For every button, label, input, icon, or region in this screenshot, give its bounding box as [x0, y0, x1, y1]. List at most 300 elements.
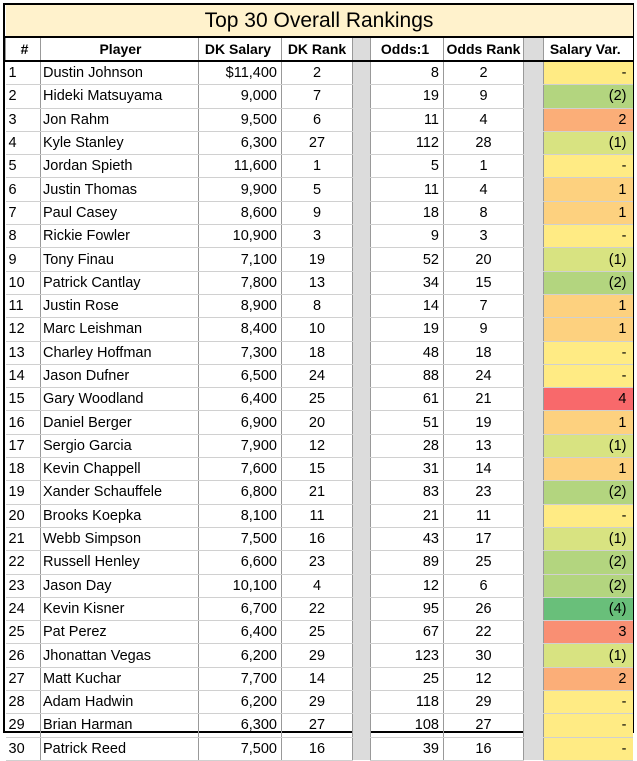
- dk-salary-cell[interactable]: 6,600: [199, 551, 282, 574]
- rank-cell[interactable]: 3: [6, 108, 41, 131]
- odds-cell[interactable]: 61: [371, 388, 444, 411]
- spacer-cell: [524, 201, 544, 224]
- odds-cell[interactable]: 25: [371, 667, 444, 690]
- odds-rank-cell[interactable]: 9: [444, 85, 524, 108]
- rank-cell[interactable]: 2: [6, 85, 41, 108]
- player-cell[interactable]: Brian Harman: [41, 714, 199, 737]
- dk-salary-cell[interactable]: 7,100: [199, 248, 282, 271]
- odds-cell[interactable]: 19: [371, 85, 444, 108]
- dk-rank-cell[interactable]: 27: [282, 131, 353, 154]
- player-cell[interactable]: Pat Perez: [41, 621, 199, 644]
- odds-cell[interactable]: 21: [371, 504, 444, 527]
- odds-rank-cell[interactable]: 26: [444, 597, 524, 620]
- spacer-cell: [524, 248, 544, 271]
- dk-salary-cell[interactable]: 10,100: [199, 574, 282, 597]
- header-salary-var[interactable]: Salary Var.: [544, 37, 633, 61]
- odds-rank-cell[interactable]: 16: [444, 737, 524, 760]
- spacer-cell: [524, 434, 544, 457]
- player-cell[interactable]: Tony Finau: [41, 248, 199, 271]
- player-cell[interactable]: Adam Hadwin: [41, 691, 199, 714]
- odds-cell[interactable]: 9: [371, 225, 444, 248]
- spacer-cell: [524, 737, 544, 760]
- player-cell[interactable]: Brooks Koepka: [41, 504, 199, 527]
- header-odds-rank[interactable]: Odds Rank: [444, 37, 524, 61]
- dk-rank-cell[interactable]: 5: [282, 178, 353, 201]
- odds-rank-cell[interactable]: 29: [444, 691, 524, 714]
- rank-cell[interactable]: 11: [6, 294, 41, 317]
- table-row: [6, 388, 633, 411]
- odds-rank-cell[interactable]: 30: [444, 644, 524, 667]
- odds-cell[interactable]: 34: [371, 271, 444, 294]
- dk-salary-cell[interactable]: 8,900: [199, 294, 282, 317]
- odds-cell[interactable]: 39: [371, 737, 444, 760]
- salary-var-cell[interactable]: -: [544, 341, 633, 364]
- player-cell[interactable]: Justin Thomas: [41, 178, 199, 201]
- odds-cell[interactable]: 52: [371, 248, 444, 271]
- dk-salary-cell[interactable]: 6,800: [199, 481, 282, 504]
- header-dk-salary[interactable]: DK Salary: [199, 37, 282, 61]
- rank-cell[interactable]: 23: [6, 574, 41, 597]
- table-row: [6, 131, 633, 154]
- odds-rank-cell[interactable]: 14: [444, 458, 524, 481]
- salary-var-cell[interactable]: (1): [544, 248, 633, 271]
- player-cell[interactable]: Jordan Spieth: [41, 155, 199, 178]
- dk-rank-cell[interactable]: 18: [282, 341, 353, 364]
- rank-cell[interactable]: 22: [6, 551, 41, 574]
- rankings-table: [5, 5, 633, 761]
- dk-salary-cell[interactable]: 8,600: [199, 201, 282, 224]
- odds-cell[interactable]: 11: [371, 178, 444, 201]
- table-row: [6, 551, 633, 574]
- odds-rank-cell[interactable]: 19: [444, 411, 524, 434]
- table-row: [6, 108, 633, 131]
- odds-cell[interactable]: 83: [371, 481, 444, 504]
- odds-rank-cell[interactable]: 25: [444, 551, 524, 574]
- spacer-cell: [353, 364, 371, 387]
- odds-cell[interactable]: 48: [371, 341, 444, 364]
- salary-var-cell[interactable]: -: [544, 714, 633, 737]
- player-cell[interactable]: Jason Dufner: [41, 364, 199, 387]
- player-cell[interactable]: Daniel Berger: [41, 411, 199, 434]
- spacer-cell: [524, 388, 544, 411]
- dk-salary-cell[interactable]: 7,300: [199, 341, 282, 364]
- dk-salary-cell[interactable]: 7,800: [199, 271, 282, 294]
- spacer-cell: [353, 621, 371, 644]
- player-cell[interactable]: Hideki Matsuyama: [41, 85, 199, 108]
- spacer-cell: [353, 691, 371, 714]
- rank-cell[interactable]: 12: [6, 318, 41, 341]
- spacer-cell: [353, 737, 371, 760]
- spacer-column: [353, 37, 371, 61]
- odds-rank-cell[interactable]: 11: [444, 504, 524, 527]
- dk-salary-cell[interactable]: 7,600: [199, 458, 282, 481]
- header-player[interactable]: Player: [41, 37, 199, 61]
- table-row: [6, 644, 633, 667]
- salary-var-cell[interactable]: (2): [544, 271, 633, 294]
- dk-salary-cell[interactable]: 6,700: [199, 597, 282, 620]
- rankings-sheet: [3, 3, 634, 757]
- dk-rank-cell[interactable]: 25: [282, 388, 353, 411]
- spacer-cell: [353, 248, 371, 271]
- table-row: [6, 201, 633, 224]
- salary-var-cell[interactable]: (2): [544, 574, 633, 597]
- dk-rank-cell[interactable]: 3: [282, 225, 353, 248]
- odds-rank-cell[interactable]: 28: [444, 131, 524, 154]
- player-cell[interactable]: Patrick Cantlay: [41, 271, 199, 294]
- salary-var-cell[interactable]: -: [544, 155, 633, 178]
- rank-cell[interactable]: 25: [6, 621, 41, 644]
- spacer-cell: [524, 61, 544, 85]
- rank-cell[interactable]: 30: [6, 737, 41, 760]
- table-row: [6, 574, 633, 597]
- salary-var-cell[interactable]: 1: [544, 318, 633, 341]
- dk-salary-cell[interactable]: 7,900: [199, 434, 282, 457]
- dk-rank-cell[interactable]: 22: [282, 597, 353, 620]
- table-row: [6, 155, 633, 178]
- rank-cell[interactable]: 18: [6, 458, 41, 481]
- header-dk-rank[interactable]: DK Rank: [282, 37, 353, 61]
- salary-var-cell[interactable]: -: [544, 364, 633, 387]
- odds-rank-cell[interactable]: 4: [444, 108, 524, 131]
- dk-rank-cell[interactable]: 12: [282, 434, 353, 457]
- dk-salary-cell[interactable]: 11,600: [199, 155, 282, 178]
- table-row: [6, 318, 633, 341]
- spacer-cell: [524, 294, 544, 317]
- dk-salary-cell[interactable]: 8,100: [199, 504, 282, 527]
- dk-rank-cell[interactable]: 29: [282, 691, 353, 714]
- odds-cell[interactable]: 118: [371, 691, 444, 714]
- table-row: [6, 225, 633, 248]
- dk-salary-cell[interactable]: 6,400: [199, 621, 282, 644]
- salary-var-cell[interactable]: (2): [544, 85, 633, 108]
- rank-cell[interactable]: 19: [6, 481, 41, 504]
- table-row: [6, 411, 633, 434]
- salary-var-cell[interactable]: (2): [544, 551, 633, 574]
- salary-var-cell[interactable]: -: [544, 225, 633, 248]
- player-cell[interactable]: Webb Simpson: [41, 527, 199, 550]
- table-row: [6, 61, 633, 85]
- player-cell[interactable]: Patrick Reed: [41, 737, 199, 760]
- rank-cell[interactable]: 8: [6, 225, 41, 248]
- salary-var-cell[interactable]: 2: [544, 108, 633, 131]
- dk-salary-cell[interactable]: 7,700: [199, 667, 282, 690]
- rank-cell[interactable]: 13: [6, 341, 41, 364]
- player-cell[interactable]: Charley Hoffman: [41, 341, 199, 364]
- odds-rank-cell[interactable]: 15: [444, 271, 524, 294]
- spacer-cell: [353, 551, 371, 574]
- odds-cell[interactable]: 28: [371, 434, 444, 457]
- odds-cell[interactable]: 67: [371, 621, 444, 644]
- odds-cell[interactable]: 8: [371, 61, 444, 85]
- dk-salary-cell[interactable]: 6,300: [199, 714, 282, 737]
- header-odds[interactable]: Odds:1: [371, 37, 444, 61]
- table-row: [6, 597, 633, 620]
- table-row: [6, 341, 633, 364]
- rank-cell[interactable]: 20: [6, 504, 41, 527]
- odds-cell[interactable]: 11: [371, 108, 444, 131]
- spacer-cell: [353, 714, 371, 737]
- odds-rank-cell[interactable]: 23: [444, 481, 524, 504]
- odds-cell[interactable]: 123: [371, 644, 444, 667]
- salary-var-cell[interactable]: (1): [544, 131, 633, 154]
- rank-cell[interactable]: 26: [6, 644, 41, 667]
- rank-cell[interactable]: 14: [6, 364, 41, 387]
- rank-cell[interactable]: 10: [6, 271, 41, 294]
- player-cell[interactable]: Russell Henley: [41, 551, 199, 574]
- title-row: [6, 5, 633, 37]
- odds-rank-cell[interactable]: 17: [444, 527, 524, 550]
- odds-cell[interactable]: 89: [371, 551, 444, 574]
- odds-cell[interactable]: 31: [371, 458, 444, 481]
- spacer-cell: [524, 714, 544, 737]
- spacer-cell: [524, 597, 544, 620]
- salary-var-cell[interactable]: 1: [544, 294, 633, 317]
- spacer-cell: [524, 667, 544, 690]
- spacer-cell: [524, 458, 544, 481]
- table-row: [6, 458, 633, 481]
- table-row: [6, 271, 633, 294]
- table-row: [6, 248, 633, 271]
- odds-cell[interactable]: 14: [371, 294, 444, 317]
- odds-cell[interactable]: 18: [371, 201, 444, 224]
- spacer-cell: [353, 271, 371, 294]
- player-cell[interactable]: Justin Rose: [41, 294, 199, 317]
- player-cell[interactable]: Matt Kuchar: [41, 667, 199, 690]
- rank-cell[interactable]: 29: [6, 714, 41, 737]
- dk-rank-cell[interactable]: 1: [282, 155, 353, 178]
- rank-cell[interactable]: 6: [6, 178, 41, 201]
- dk-salary-cell[interactable]: 8,400: [199, 318, 282, 341]
- rank-cell[interactable]: 7: [6, 201, 41, 224]
- salary-var-cell[interactable]: (4): [544, 597, 633, 620]
- spacer-cell: [353, 504, 371, 527]
- table-row: [6, 714, 633, 737]
- table-row: [6, 737, 633, 760]
- dk-rank-cell[interactable]: 13: [282, 271, 353, 294]
- salary-var-cell[interactable]: -: [544, 61, 633, 85]
- salary-var-cell[interactable]: -: [544, 504, 633, 527]
- odds-rank-cell[interactable]: 24: [444, 364, 524, 387]
- rank-cell[interactable]: 15: [6, 388, 41, 411]
- dk-salary-cell[interactable]: 6,900: [199, 411, 282, 434]
- table-row: [6, 621, 633, 644]
- dk-rank-cell[interactable]: 14: [282, 667, 353, 690]
- spacer-cell: [524, 621, 544, 644]
- table-row: [6, 364, 633, 387]
- dk-rank-cell[interactable]: 4: [282, 574, 353, 597]
- spacer-cell: [353, 294, 371, 317]
- rank-cell[interactable]: 4: [6, 131, 41, 154]
- rankings-rows: [6, 61, 633, 760]
- dk-salary-cell[interactable]: 9,900: [199, 178, 282, 201]
- player-cell[interactable]: Jason Day: [41, 574, 199, 597]
- dk-rank-cell[interactable]: 10: [282, 318, 353, 341]
- player-cell[interactable]: Gary Woodland: [41, 388, 199, 411]
- spacer-cell: [524, 341, 544, 364]
- header-row: [6, 37, 633, 61]
- salary-var-cell[interactable]: (1): [544, 644, 633, 667]
- odds-rank-cell[interactable]: 9: [444, 318, 524, 341]
- salary-var-cell[interactable]: 1: [544, 411, 633, 434]
- spacer-cell: [353, 667, 371, 690]
- odds-rank-cell[interactable]: 13: [444, 434, 524, 457]
- odds-rank-cell[interactable]: 22: [444, 621, 524, 644]
- spacer-cell: [353, 574, 371, 597]
- salary-var-cell[interactable]: -: [544, 691, 633, 714]
- dk-salary-cell[interactable]: 6,200: [199, 644, 282, 667]
- spacer-cell: [353, 341, 371, 364]
- odds-cell[interactable]: 5: [371, 155, 444, 178]
- spacer-cell: [353, 644, 371, 667]
- table-row: [6, 481, 633, 504]
- rank-cell[interactable]: 1: [6, 61, 41, 85]
- player-cell[interactable]: Kyle Stanley: [41, 131, 199, 154]
- dk-rank-cell[interactable]: 20: [282, 411, 353, 434]
- odds-rank-cell[interactable]: 27: [444, 714, 524, 737]
- rank-cell[interactable]: 9: [6, 248, 41, 271]
- odds-cell[interactable]: 112: [371, 131, 444, 154]
- spacer-column: [524, 37, 544, 61]
- dk-salary-cell[interactable]: 7,500: [199, 737, 282, 760]
- table-row: [6, 667, 633, 690]
- odds-cell[interactable]: 51: [371, 411, 444, 434]
- dk-salary-cell[interactable]: $11,400: [199, 61, 282, 85]
- odds-cell[interactable]: 12: [371, 574, 444, 597]
- spacer-cell: [353, 108, 371, 131]
- odds-rank-cell[interactable]: 12: [444, 667, 524, 690]
- spacer-cell: [524, 411, 544, 434]
- player-cell[interactable]: Kevin Chappell: [41, 458, 199, 481]
- spacer-cell: [524, 574, 544, 597]
- dk-rank-cell[interactable]: 2: [282, 61, 353, 85]
- dk-rank-cell[interactable]: 27: [282, 714, 353, 737]
- header-rank[interactable]: #: [6, 37, 41, 61]
- spacer-cell: [353, 155, 371, 178]
- player-cell[interactable]: Jon Rahm: [41, 108, 199, 131]
- dk-rank-cell[interactable]: 15: [282, 458, 353, 481]
- dk-rank-cell[interactable]: 16: [282, 527, 353, 550]
- spacer-cell: [524, 644, 544, 667]
- odds-rank-cell[interactable]: 8: [444, 201, 524, 224]
- rank-cell[interactable]: 5: [6, 155, 41, 178]
- player-cell[interactable]: Sergio Garcia: [41, 434, 199, 457]
- salary-var-cell[interactable]: 4: [544, 388, 633, 411]
- spacer-cell: [353, 458, 371, 481]
- dk-rank-cell[interactable]: 7: [282, 85, 353, 108]
- player-cell[interactable]: Xander Schauffele: [41, 481, 199, 504]
- odds-rank-cell[interactable]: 1: [444, 155, 524, 178]
- player-cell[interactable]: Kevin Kisner: [41, 597, 199, 620]
- dk-rank-cell[interactable]: 25: [282, 621, 353, 644]
- odds-cell[interactable]: 108: [371, 714, 444, 737]
- odds-cell[interactable]: 19: [371, 318, 444, 341]
- spacer-cell: [524, 85, 544, 108]
- rank-cell[interactable]: 17: [6, 434, 41, 457]
- dk-rank-cell[interactable]: 29: [282, 644, 353, 667]
- spacer-cell: [353, 131, 371, 154]
- player-cell[interactable]: Jhonattan Vegas: [41, 644, 199, 667]
- dk-rank-cell[interactable]: 23: [282, 551, 353, 574]
- salary-var-cell[interactable]: 2: [544, 667, 633, 690]
- dk-rank-cell[interactable]: 16: [282, 737, 353, 760]
- rank-cell[interactable]: 27: [6, 667, 41, 690]
- rank-cell[interactable]: 24: [6, 597, 41, 620]
- spacer-cell: [353, 388, 371, 411]
- dk-salary-cell[interactable]: 10,900: [199, 225, 282, 248]
- odds-rank-cell[interactable]: 2: [444, 61, 524, 85]
- dk-salary-cell[interactable]: 6,200: [199, 691, 282, 714]
- rank-cell[interactable]: 16: [6, 411, 41, 434]
- player-cell[interactable]: Marc Leishman: [41, 318, 199, 341]
- salary-var-cell[interactable]: (1): [544, 527, 633, 550]
- dk-salary-cell[interactable]: 9,500: [199, 108, 282, 131]
- dk-rank-cell[interactable]: 24: [282, 364, 353, 387]
- rank-cell[interactable]: 28: [6, 691, 41, 714]
- dk-rank-cell[interactable]: 9: [282, 201, 353, 224]
- table-row: [6, 178, 633, 201]
- odds-cell[interactable]: 95: [371, 597, 444, 620]
- salary-var-cell[interactable]: 1: [544, 201, 633, 224]
- dk-rank-cell[interactable]: 11: [282, 504, 353, 527]
- odds-rank-cell[interactable]: 3: [444, 225, 524, 248]
- dk-salary-cell[interactable]: 6,300: [199, 131, 282, 154]
- odds-rank-cell[interactable]: 4: [444, 178, 524, 201]
- odds-rank-cell[interactable]: 6: [444, 574, 524, 597]
- dk-salary-cell[interactable]: 6,400: [199, 388, 282, 411]
- odds-rank-cell[interactable]: 20: [444, 248, 524, 271]
- spacer-cell: [353, 597, 371, 620]
- dk-rank-cell[interactable]: 8: [282, 294, 353, 317]
- spacer-cell: [524, 155, 544, 178]
- table-row: [6, 527, 633, 550]
- spacer-cell: [353, 434, 371, 457]
- odds-rank-cell[interactable]: 21: [444, 388, 524, 411]
- salary-var-cell[interactable]: -: [544, 737, 633, 760]
- salary-var-cell[interactable]: (2): [544, 481, 633, 504]
- spacer-cell: [524, 551, 544, 574]
- odds-cell[interactable]: 88: [371, 364, 444, 387]
- table-title: Top 30 Overall Rankings: [6, 5, 633, 37]
- dk-rank-cell[interactable]: 19: [282, 248, 353, 271]
- dk-rank-cell[interactable]: 6: [282, 108, 353, 131]
- spacer-cell: [524, 108, 544, 131]
- spacer-cell: [524, 271, 544, 294]
- player-cell[interactable]: Dustin Johnson: [41, 61, 199, 85]
- rank-cell[interactable]: 21: [6, 527, 41, 550]
- spacer-cell: [353, 85, 371, 108]
- salary-var-cell[interactable]: 3: [544, 621, 633, 644]
- salary-var-cell[interactable]: (1): [544, 434, 633, 457]
- player-cell[interactable]: Rickie Fowler: [41, 225, 199, 248]
- dk-salary-cell[interactable]: 6,500: [199, 364, 282, 387]
- spacer-cell: [353, 225, 371, 248]
- dk-salary-cell[interactable]: 7,500: [199, 527, 282, 550]
- salary-var-cell[interactable]: 1: [544, 458, 633, 481]
- spacer-cell: [353, 527, 371, 550]
- player-cell[interactable]: Paul Casey: [41, 201, 199, 224]
- spacer-cell: [524, 178, 544, 201]
- salary-var-cell[interactable]: 1: [544, 178, 633, 201]
- spacer-cell: [524, 318, 544, 341]
- odds-cell[interactable]: 43: [371, 527, 444, 550]
- spacer-cell: [524, 481, 544, 504]
- dk-rank-cell[interactable]: 21: [282, 481, 353, 504]
- spacer-cell: [524, 504, 544, 527]
- spacer-cell: [524, 364, 544, 387]
- dk-salary-cell[interactable]: 9,000: [199, 85, 282, 108]
- odds-rank-cell[interactable]: 18: [444, 341, 524, 364]
- odds-rank-cell[interactable]: 7: [444, 294, 524, 317]
